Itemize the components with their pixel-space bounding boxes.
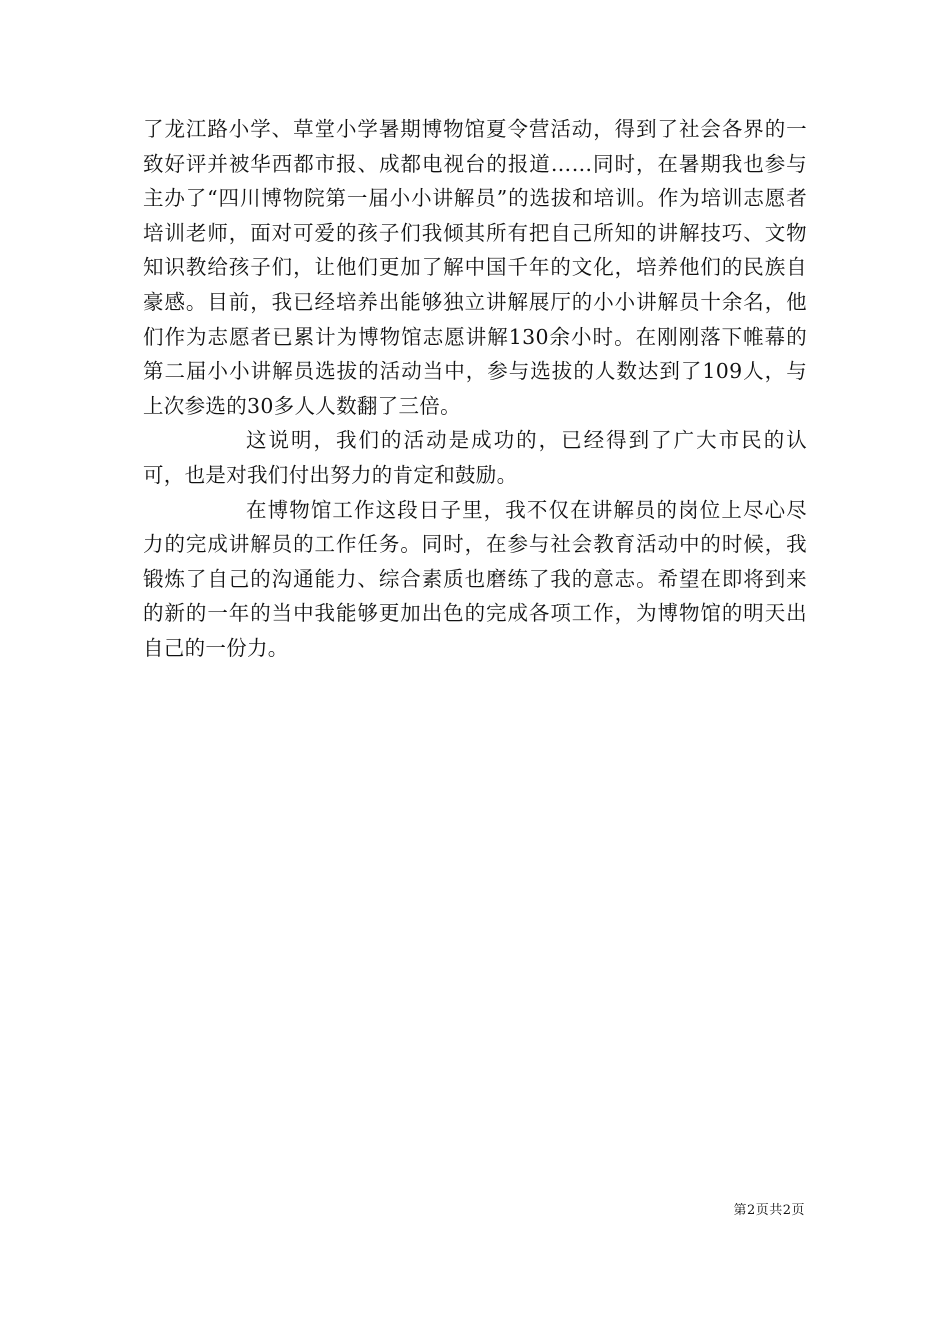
paragraph-success: 这说明，我们的活动是成功的，已经得到了广大市民的认可，也是对我们付出努力的肯定和鼓励。 [143, 428, 807, 487]
paragraph-reflection: 在博物馆工作这段日子里，我不仅在讲解员的岗位上尽心尽力的完成讲解员的工作任务。同时，在参与社会教育活动中的时候，我锻炼了自己的沟通能力、综合素质也磨练了我的意志。希望在即将到来的新的一年的当中我能够更加出色的完成各项工作，为博物馆的明天出自己的一份力。 [143, 497, 807, 660]
document-body [143, 112, 807, 666]
paragraph-continuation: 了龙江路小学、草堂小学暑期博物馆夏令营活动，得到了社会各界的一致好评并被华西都市报、成都电视台的报道……同时，在暑期我也参与主办了“四川博物院第一届小小讲解员”的选拔和培训。作为培训志愿者培训老师，面对可爱的孩子们我倾其所有把自己所知的讲解技巧、文物知识教给孩子们，让他们更加了解中国千年的文化，培养他们的民族自豪感。目前，我已经培养出能够独立讲解展厅的小小讲解员十余名，他们作为志愿者已累计为博物馆志愿讲解130余小时。在刚刚落下帷幕的第二届小小讲解员选拔的活动当中，参与选拔的人数达到了109人，与上次参选的30多人人数翻了三倍。 [143, 117, 807, 418]
page-number-footer: 第2页共2页 [733, 1203, 805, 1218]
